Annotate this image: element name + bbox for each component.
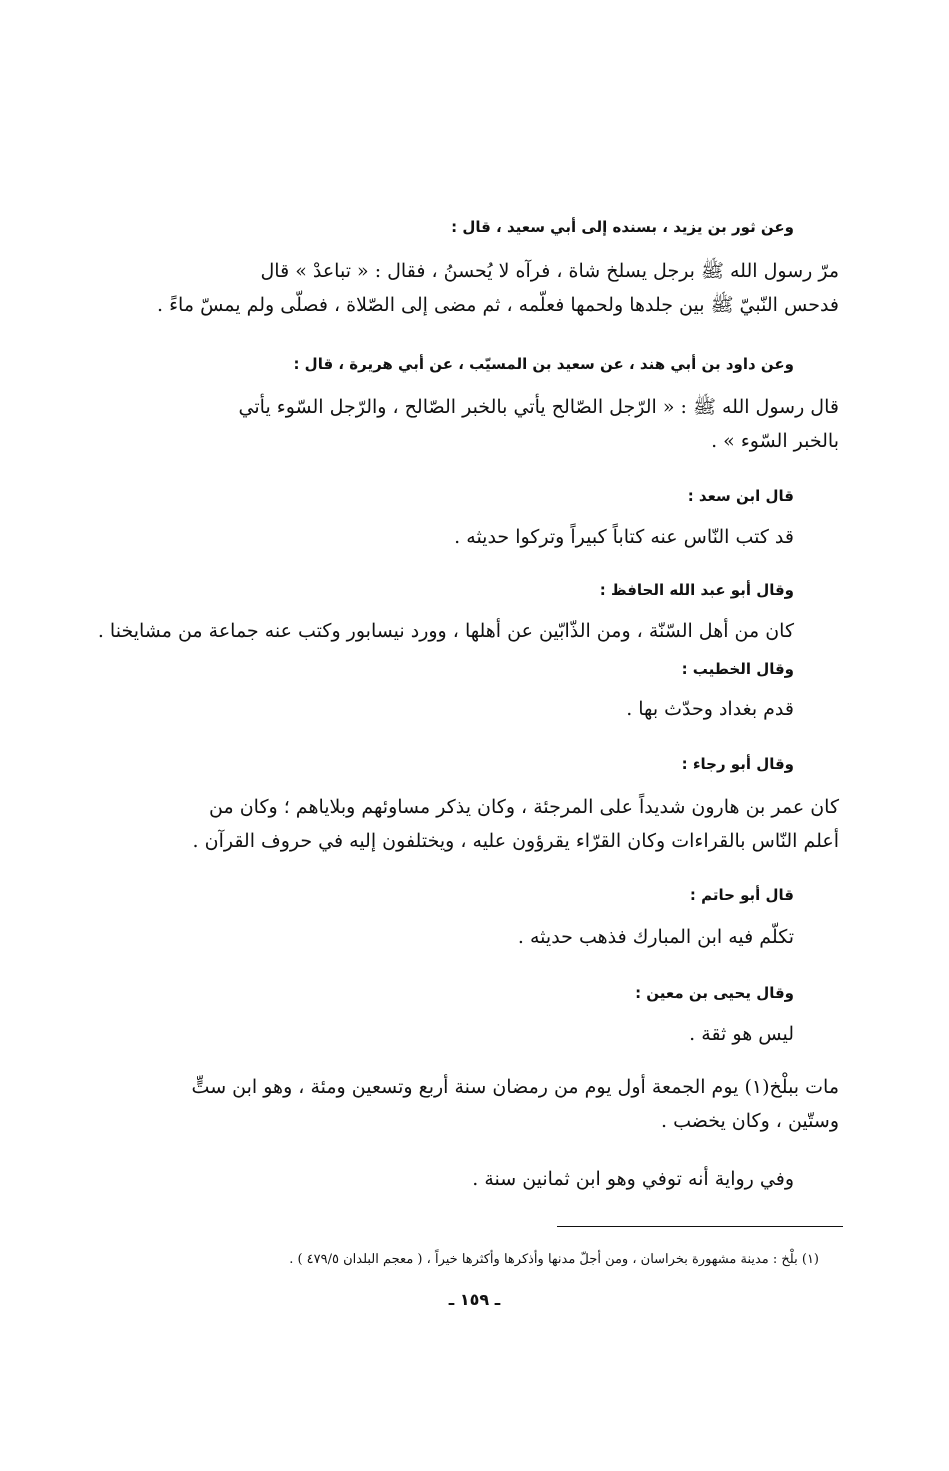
footnote-divider	[557, 1226, 843, 1227]
footnote: (١) بلْخ : مدينة مشهورة بخراسان ، ومن أجلّ مدنها وأذكرها وأكثرها خيراً ، ( معجم البلدان ٤٧٩/٥ ) .	[289, 1252, 819, 1267]
section-heading: قال ابن سعد :	[687, 487, 794, 505]
paragraph	[472, 1162, 794, 1196]
paragraph	[98, 614, 794, 648]
paragraph	[144, 254, 839, 322]
page-number: ـ ١٥٩ ـ	[448, 1290, 501, 1309]
text-line: قدم بغداد وحدّث بها .	[626, 698, 794, 720]
text-line: قال رسول الله ﷺ : « الرّجل الصّالح يأتي بالخبر الصّالح ، والرّجل السّوء يأتي	[238, 396, 839, 418]
text-line: قد كتب النّاس عنه كتاباً كبيراً وتركوا حديثه .	[454, 526, 794, 548]
section-heading: وعن داود بن أبي هند ، عن سعيد بن المسيّب ، عن أبي هريرة ، قال :	[293, 355, 794, 373]
text-line: وستّين ، وكان يخضب .	[660, 1110, 839, 1133]
section-heading: وقال أبو عبد الله الحافظ :	[599, 581, 794, 599]
text-line: تكلّم فيه ابن المبارك فذهب حديثه .	[517, 926, 794, 948]
paragraph	[626, 692, 794, 726]
text-line: مات ببلْخ(١) يوم الجمعة أول يوم من رمضان سنة أربع وتسعين ومئة ، وهو ابن ستٍّ	[191, 1076, 839, 1098]
text-line: ليس هو ثقة .	[689, 1023, 794, 1045]
paragraph	[144, 390, 839, 458]
section-heading: وقال يحيى بن معين :	[635, 984, 794, 1002]
paragraph	[144, 790, 839, 858]
section-heading: وقال أبو رجاء :	[681, 755, 794, 773]
text-line: وفي رواية أنه توفي وهو ابن ثمانين سنة .	[472, 1168, 794, 1190]
paragraph	[689, 1017, 794, 1051]
text-line: كان من أهل السّنّة ، ومن الذّابّين عن أهلها ، وورد نيسابور وكتب عنه جماعة من مشايخنا .	[97, 620, 794, 642]
text-line: بالخبر السّوء » .	[711, 430, 839, 453]
text-line: فدحس النّبيّ ﷺ بين جلدها ولحمها فعلّمه ، ثم مضى إلى الصّلاة ، فصلّى ولم يمسّ ماءً .	[157, 294, 839, 317]
section-heading: وعن ثور بن يزيد ، بسنده إلى أبي سعيد ، قال :	[451, 218, 794, 236]
paragraph	[144, 1070, 839, 1138]
text-line: كان عمر بن هارون شديداً على المرجئة ، وكان يذكر مساوئهم وبلاياهم ؛ وكان من	[209, 796, 839, 818]
paragraph	[518, 920, 794, 954]
section-heading: وقال الخطيب :	[681, 660, 794, 678]
text-line: مرّ رسول الله ﷺ برجل يسلخ شاة ، فرآه لا يُحسنُ ، فقال : « تباعدْ » قال	[260, 260, 839, 282]
section-heading: قال أبو حاتم :	[689, 886, 794, 904]
paragraph	[454, 520, 794, 554]
text-line: أعلم النّاس بالقراءات وكان القرّاء يقرؤون عليه ، ويختلفون إليه في حروف القرآن .	[192, 830, 839, 853]
